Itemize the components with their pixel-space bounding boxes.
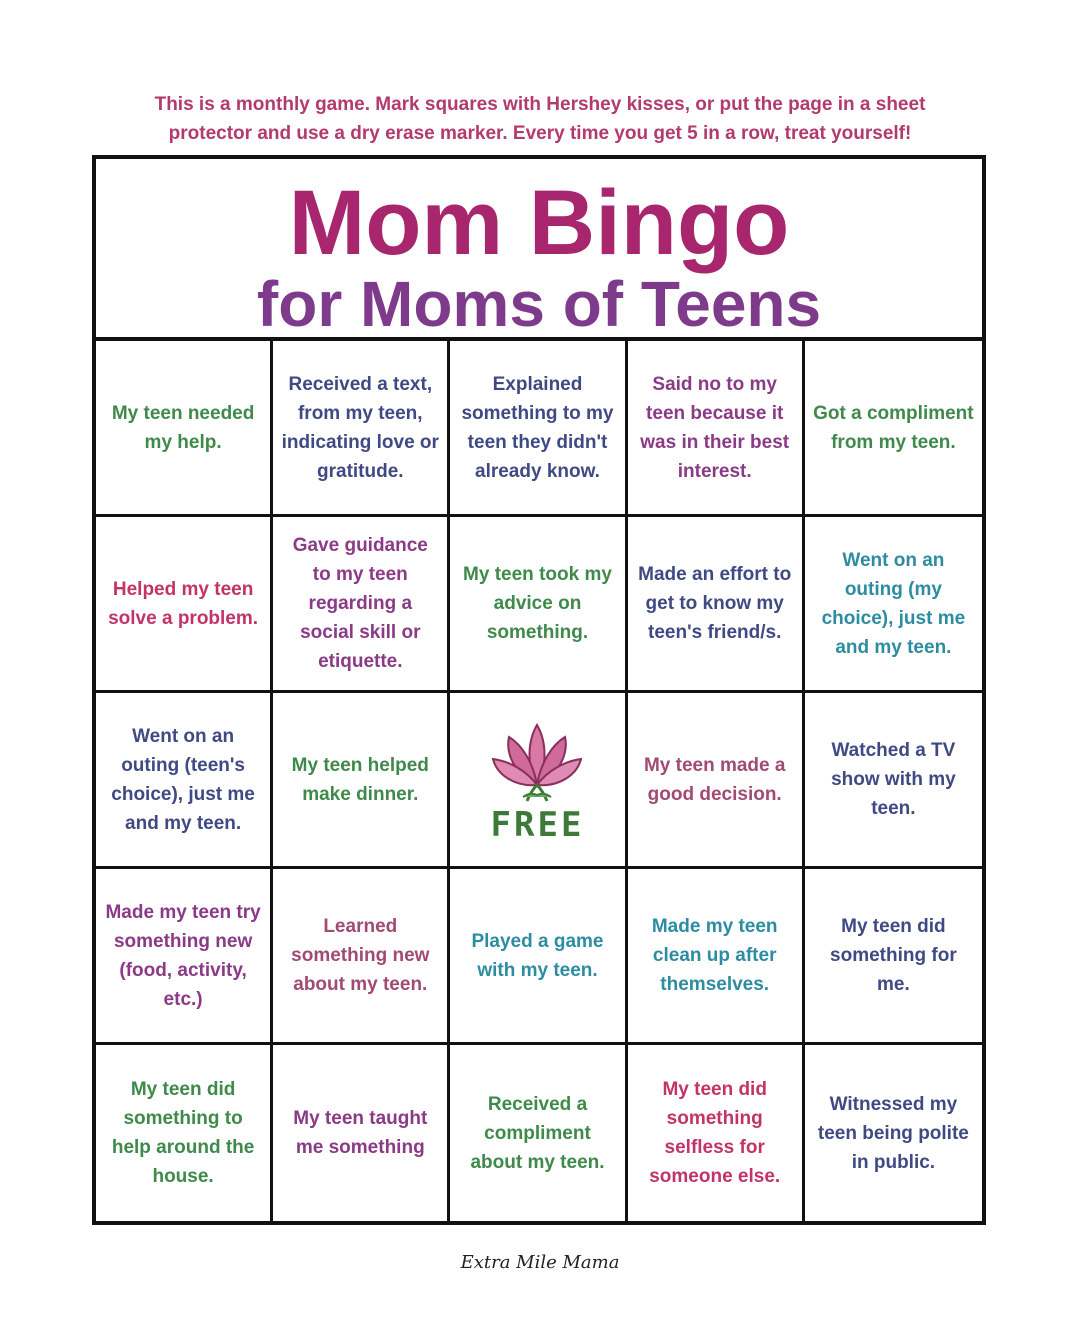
- bingo-square-text: Went on an outing (my choice), just me and my teen.: [821, 549, 966, 658]
- bingo-square-text: Went on an outing (teen's choice), just me and my teen.: [111, 725, 255, 834]
- bingo-square[interactable]: [450, 1045, 627, 1221]
- bingo-square[interactable]: [628, 341, 805, 517]
- bingo-square-text: My teen needed my help.: [111, 402, 255, 453]
- bingo-square[interactable]: [450, 517, 627, 693]
- board-header: [96, 159, 982, 341]
- bingo-square[interactable]: [450, 341, 627, 517]
- instructions-line-2: protector and use a dry erase marker. Every time you get 5 in a row, treat yourself!: [168, 123, 912, 144]
- free-square[interactable]: [450, 693, 627, 869]
- bingo-square-text: Got a compliment from my teen.: [813, 402, 974, 453]
- bingo-square-text: Witnessed my teen being polite in public.: [817, 1093, 969, 1173]
- bingo-square[interactable]: [96, 341, 273, 517]
- bingo-square-text: Made my teen try something new (food, activity, etc.): [105, 901, 261, 1010]
- bingo-square-text: Made an effort to get to know my teen's friend/s.: [638, 564, 792, 643]
- bingo-square[interactable]: [273, 1045, 450, 1221]
- bingo-square-text: My teen taught me something: [293, 1108, 428, 1158]
- bingo-square-text: My teen did something for me.: [830, 916, 957, 995]
- bingo-square[interactable]: [805, 869, 982, 1045]
- bingo-square[interactable]: [805, 517, 982, 693]
- page-title: Mom Bingo: [288, 172, 790, 274]
- free-label: FREE: [490, 804, 585, 845]
- bingo-square[interactable]: [273, 869, 450, 1045]
- bingo-square-text: Played a game with my teen.: [471, 930, 604, 981]
- bingo-square-text: My teen made a good decision.: [643, 754, 786, 805]
- bingo-square[interactable]: [96, 1045, 273, 1221]
- bingo-square-text: Explained something to my teen they didn't already know.: [461, 373, 614, 482]
- bingo-square[interactable]: [273, 517, 450, 693]
- bingo-square-text: Made my teen clean up after themselves.: [651, 916, 778, 995]
- bingo-square-text: Received a compliment about my teen.: [470, 1093, 605, 1173]
- bingo-square[interactable]: [628, 869, 805, 1045]
- bingo-square-text: Said no to my teen because it was in their best interest.: [640, 373, 790, 482]
- page-subtitle: for Moms of Teens: [256, 268, 822, 340]
- bingo-square-text: Watched a TV show with my teen.: [831, 740, 956, 819]
- bingo-square[interactable]: [628, 693, 805, 869]
- signature-logo: Extra Mile Mama: [460, 1252, 620, 1273]
- bingo-square-text: My teen did something selfless for someone else.: [649, 1079, 781, 1187]
- instructions: [90, 90, 990, 148]
- bingo-square[interactable]: [273, 341, 450, 517]
- bingo-board: [92, 155, 986, 1225]
- bingo-square[interactable]: [805, 1045, 982, 1221]
- free-square-content: [487, 717, 587, 843]
- bingo-square-text: Learned something new about my teen.: [291, 916, 430, 995]
- bingo-square[interactable]: [96, 869, 273, 1045]
- bingo-square-text: Gave guidance to my teen regarding a social skill or etiquette.: [292, 535, 428, 672]
- bingo-square-text: My teen did something to help around the house.: [111, 1079, 255, 1187]
- bingo-square[interactable]: [628, 1045, 805, 1221]
- bingo-square[interactable]: [273, 693, 450, 869]
- bingo-square[interactable]: [805, 693, 982, 869]
- bingo-square[interactable]: [805, 341, 982, 517]
- bingo-square[interactable]: [450, 869, 627, 1045]
- instructions-line-1: This is a monthly game. Mark squares with Hershey kisses, or put the page in a sheet: [154, 94, 926, 115]
- lotus-flower-icon: [487, 717, 587, 807]
- bingo-square[interactable]: [628, 517, 805, 693]
- bingo-square[interactable]: [96, 517, 273, 693]
- bingo-square-text: Received a text, from my teen, indicating love or gratitude.: [281, 373, 439, 482]
- bingo-square-text: Helped my teen solve a problem.: [108, 578, 259, 629]
- bingo-square-text: My teen took my advice on something.: [463, 564, 612, 643]
- bingo-grid: [96, 341, 982, 1221]
- bingo-square-text: My teen helped make dinner.: [291, 754, 429, 805]
- bingo-square[interactable]: [96, 693, 273, 869]
